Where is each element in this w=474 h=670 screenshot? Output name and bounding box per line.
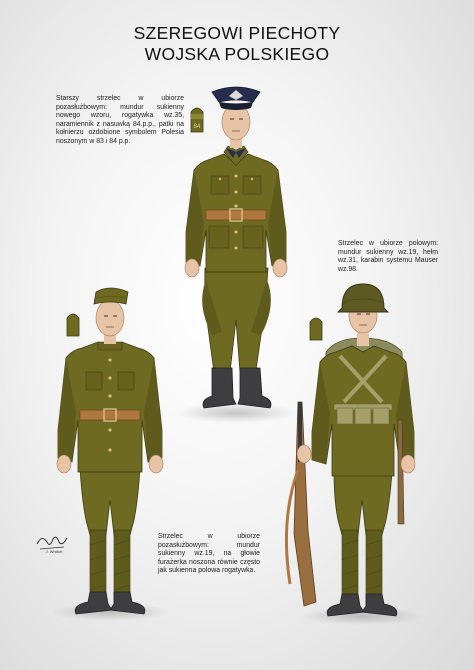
caption-senior-rifleman: Starszy strzelec w ubiorze pozasłużbowym: mundur sukienny nowego wzoru, rogatywka wz.35, naramiennik z nasuwką 84.p.p., patki na kołnierzu ozdobione symbolem Polesia noszonym w 83 i 84 p.p. [56, 95, 184, 145]
ammo-pouch [373, 408, 389, 424]
caption-rifleman: Strzelec w ubiorze pozasłużbowym: mundur sukienny wz.19, na głowie furażerka noszona równie często jak sukienna polowa rogatywka. [158, 533, 260, 575]
ground-shadow [176, 403, 296, 423]
belt [80, 410, 140, 420]
plate-title-line-2: WOJSKA POLSKIEGO [144, 44, 330, 64]
hand-left [57, 455, 71, 473]
puttee-left [90, 530, 106, 596]
boot-left [203, 368, 236, 408]
epaulette-swatch-field [310, 318, 322, 340]
ammo-pouch [337, 408, 353, 424]
hand-left [185, 259, 199, 277]
furazerka-cap [94, 288, 128, 304]
boot-right [238, 368, 271, 408]
boot-right [362, 594, 397, 616]
ground-shadow [50, 603, 170, 621]
trousers [334, 472, 392, 535]
boot-left [75, 592, 112, 614]
boot-right [110, 592, 145, 614]
belt [206, 210, 266, 220]
figure-senior-rifleman [176, 87, 296, 423]
caption-field-rifleman: Strzelec w ubiorze polowym: mundur sukienny wz.19, hełm wz.31, karabin systemu Mauser wz.98. [338, 240, 438, 273]
head [96, 300, 124, 336]
puttee-right [114, 530, 130, 596]
plate-title-line-1: SZEREGOWI PIECHOTY [133, 23, 341, 43]
mauser-rifle [286, 402, 316, 606]
epaulette-number: 84 [193, 124, 201, 130]
hand-right [273, 259, 287, 277]
figure-field-rifleman [286, 284, 424, 625]
ammo-pouch [355, 408, 371, 424]
figure-rifleman [50, 288, 170, 621]
epaulette-swatch-senior [191, 108, 203, 132]
trousers [80, 468, 140, 535]
hand-right [401, 455, 415, 473]
hand-left [297, 445, 311, 463]
epaulette-swatch-rifleman [67, 314, 79, 336]
helmet-wz31 [338, 284, 388, 312]
artist-signature [34, 530, 74, 554]
hand-right [149, 455, 163, 473]
boot-left [327, 594, 364, 616]
signature-text: J. Wróbel [45, 549, 63, 554]
